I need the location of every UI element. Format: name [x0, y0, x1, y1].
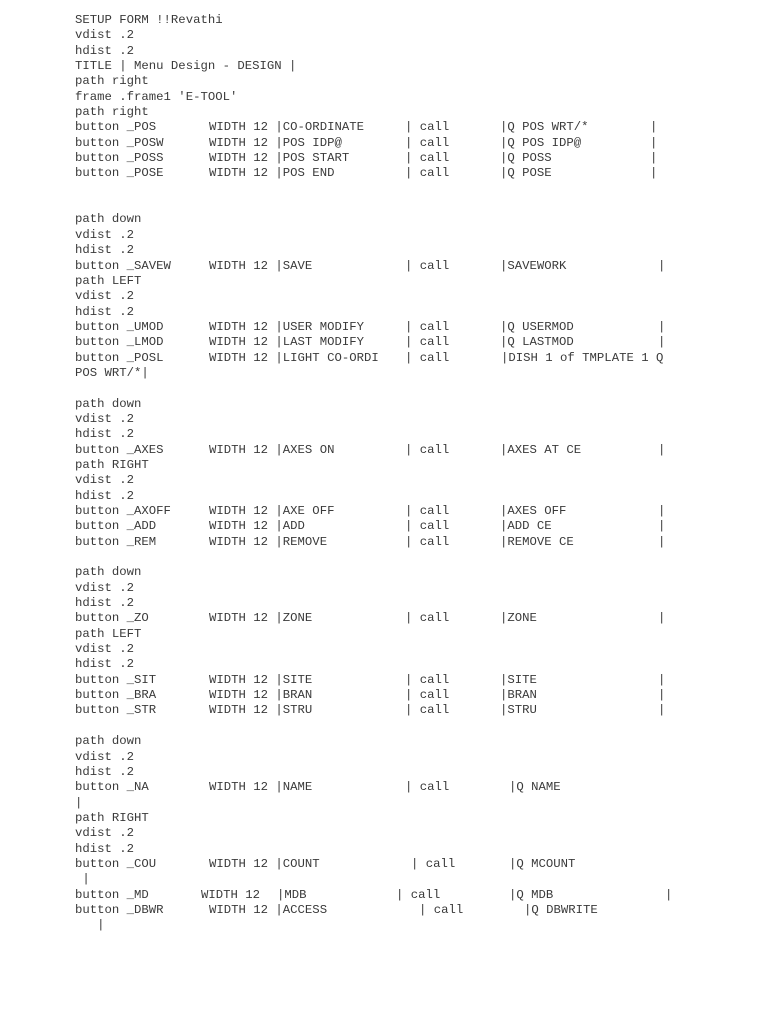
code-segment: WIDTH 12 |ZONE	[209, 611, 313, 626]
code-segment: hdist .2	[75, 304, 135, 319]
code-segment: button _LMOD	[75, 335, 164, 350]
code-segment: |	[665, 887, 673, 902]
code-segment: WIDTH 12 |ACCESS	[209, 902, 328, 917]
code-segment: | call	[405, 611, 450, 626]
code-segment: | call	[405, 672, 450, 687]
code-segment: |	[658, 534, 666, 549]
code-segment: button _AXES	[75, 442, 164, 457]
code-segment: WIDTH 12 |COUNT	[209, 856, 320, 871]
code-segment: path RIGHT	[75, 810, 149, 825]
code-segment: vdist .2	[75, 28, 135, 43]
code-segment: | call	[405, 504, 450, 518]
code-segment: | call	[405, 258, 450, 273]
code-segment: WIDTH 12 |POS START	[209, 151, 350, 166]
code-segment: vdist .2	[75, 826, 135, 841]
code-segment: button _COU	[75, 856, 157, 871]
code-segment: hdist .2	[75, 657, 135, 672]
code-segment: path right	[75, 74, 149, 89]
code-segment: | call	[405, 688, 450, 703]
code-segment: |STRU	[500, 703, 537, 718]
code-segment: vdist .2	[75, 411, 135, 426]
code-segment: WIDTH 12 |SAVE	[209, 258, 313, 273]
code-segment: hdist .2	[75, 43, 135, 58]
code-segment: button _BRA	[75, 688, 157, 703]
code-segment: |REMOVE CE	[500, 534, 574, 549]
code-segment: |	[650, 120, 658, 135]
code-segment: vdist .2	[75, 227, 135, 242]
code-segment: | call	[405, 442, 450, 457]
code-segment: |Q LASTMOD	[500, 335, 574, 350]
code-segment: |	[658, 258, 666, 273]
code-segment: WIDTH 12 |SITE	[209, 672, 313, 687]
code-segment: WIDTH 12 |LIGHT CO-ORDI	[209, 350, 379, 365]
code-segment: |Q DBWRITE	[524, 902, 598, 917]
code-segment: hdist .2	[75, 488, 135, 503]
code-segment: |	[650, 166, 658, 181]
code-segment: | call	[405, 135, 450, 150]
code-segment: WIDTH 12 |NAME	[209, 780, 313, 795]
code-segment: |SITE	[500, 672, 537, 687]
code-segment: WIDTH 12	[201, 887, 261, 902]
code-segment: button _DBWR	[75, 902, 164, 917]
code-segment: |	[75, 872, 90, 887]
code-segment: |	[658, 519, 666, 534]
code-segment: TITLE | Menu Design - DESIGN |	[75, 59, 297, 74]
code-segment: |ZONE	[500, 611, 537, 626]
code-segment: |Q NAME	[509, 780, 561, 795]
code-segment: path down	[75, 734, 142, 749]
code-segment: |	[658, 688, 666, 703]
code-segment: | call	[405, 120, 450, 135]
code-segment: |	[650, 151, 658, 166]
code-segment: button _ZO	[75, 611, 149, 626]
code-segment: |Q MCOUNT	[509, 856, 576, 871]
code-segment: path LEFT	[75, 273, 142, 288]
code-segment: |	[658, 504, 666, 518]
code-segment: |	[75, 918, 105, 933]
code-segment: hdist .2	[75, 596, 135, 611]
code-segment: WIDTH 12 |BRAN	[209, 688, 313, 703]
code-segment: | call	[405, 166, 450, 181]
code-segment: path LEFT	[75, 626, 142, 641]
code-segment: WIDTH 12 |POS IDP@	[209, 135, 342, 150]
code-segment: | call	[405, 534, 450, 549]
code-segment: |	[658, 672, 666, 687]
code-segment: WIDTH 12 |STRU	[209, 703, 313, 718]
code-segment: path down	[75, 212, 142, 227]
code-segment: button _POSS	[75, 151, 164, 166]
code-segment: button _AXOFF	[75, 504, 171, 518]
code-segment: vdist .2	[75, 749, 135, 764]
code-segment: button _POSE	[75, 166, 164, 181]
code-segment: hdist .2	[75, 427, 135, 442]
code-segment: |ADD CE	[500, 519, 552, 534]
code-segment: button _MD	[75, 887, 149, 902]
code-segment: WIDTH 12 |ADD	[209, 519, 305, 534]
code-segment: |	[658, 319, 666, 334]
code-segment: path down	[75, 565, 142, 580]
code-segment: button _REM	[75, 534, 157, 549]
code-segment: | call	[405, 519, 450, 534]
code-segment: vdist .2	[75, 642, 135, 657]
code-segment: | call	[419, 902, 464, 917]
code-segment: frame .frame1 'E-TOOL'	[75, 89, 238, 104]
code-segment: button _STR	[75, 703, 157, 718]
code-segment: WIDTH 12 |POS END	[209, 166, 335, 181]
code-segment: |Q MDB	[509, 887, 554, 902]
code-segment: | call	[411, 856, 456, 871]
code-segment: button _SAVEW	[75, 258, 171, 273]
code-segment: |AXES OFF	[500, 504, 567, 518]
code-segment: |	[650, 135, 658, 150]
code-segment: button _SIT	[75, 672, 157, 687]
code-segment: hdist .2	[75, 243, 135, 258]
code-segment: | call	[405, 780, 450, 795]
code-segment: hdist .2	[75, 841, 135, 856]
code-segment: | call	[405, 335, 450, 350]
code-segment: button _UMOD	[75, 319, 164, 334]
code-segment: | call	[396, 887, 441, 902]
code-segment: | call	[405, 319, 450, 334]
code-segment: |	[658, 703, 666, 718]
code-segment: vdist .2	[75, 289, 135, 304]
code-segment: vdist .2	[75, 473, 135, 488]
code-segment: WIDTH 12 |REMOVE	[209, 534, 328, 549]
code-segment: |AXES AT CE	[500, 442, 582, 457]
code-segment: hdist .2	[75, 764, 135, 779]
code-segment: button _NA	[75, 780, 149, 795]
code-segment: WIDTH 12 |CO-ORDINATE	[209, 120, 364, 135]
code-segment: path right	[75, 105, 149, 120]
code-segment: WIDTH 12 |USER MODIFY	[209, 319, 364, 334]
code-segment: |	[658, 611, 666, 626]
code-segment: |Q POSE	[500, 166, 552, 181]
code-segment: |DISH 1 of TMPLATE 1 Q	[501, 350, 664, 365]
code-segment: vdist .2	[75, 580, 135, 595]
code-segment: button _ADD	[75, 519, 157, 534]
code-segment: |SAVEWORK	[500, 258, 567, 273]
code-segment: |	[75, 795, 83, 810]
code-segment: SETUP FORM !!Revathi	[75, 13, 223, 27]
code-segment: |	[658, 442, 666, 457]
code-segment: WIDTH 12 |AXE OFF	[209, 504, 335, 518]
code-segment: WIDTH 12 |LAST MODIFY	[209, 335, 364, 350]
code-segment: |Q POS IDP@	[500, 135, 582, 150]
code-segment: POS WRT/*|	[75, 365, 149, 380]
code-segment: |Q POS WRT/*	[500, 120, 589, 135]
code-segment: | call	[405, 151, 450, 166]
code-segment: |	[658, 335, 666, 350]
code-segment: | call	[405, 350, 450, 365]
code-segment: |Q USERMOD	[500, 319, 574, 334]
code-segment: |BRAN	[500, 688, 537, 703]
code-segment: |Q POSS	[500, 151, 552, 166]
code-segment: button _POSW	[75, 135, 164, 150]
code-segment: button _POS	[75, 120, 157, 135]
code-segment: path RIGHT	[75, 457, 149, 472]
code-segment: | call	[405, 703, 450, 718]
code-segment: |MDB	[277, 887, 307, 902]
code-segment: path down	[75, 396, 142, 411]
code-segment: button _POSL	[75, 350, 164, 365]
code-segment: WIDTH 12 |AXES ON	[209, 442, 335, 457]
